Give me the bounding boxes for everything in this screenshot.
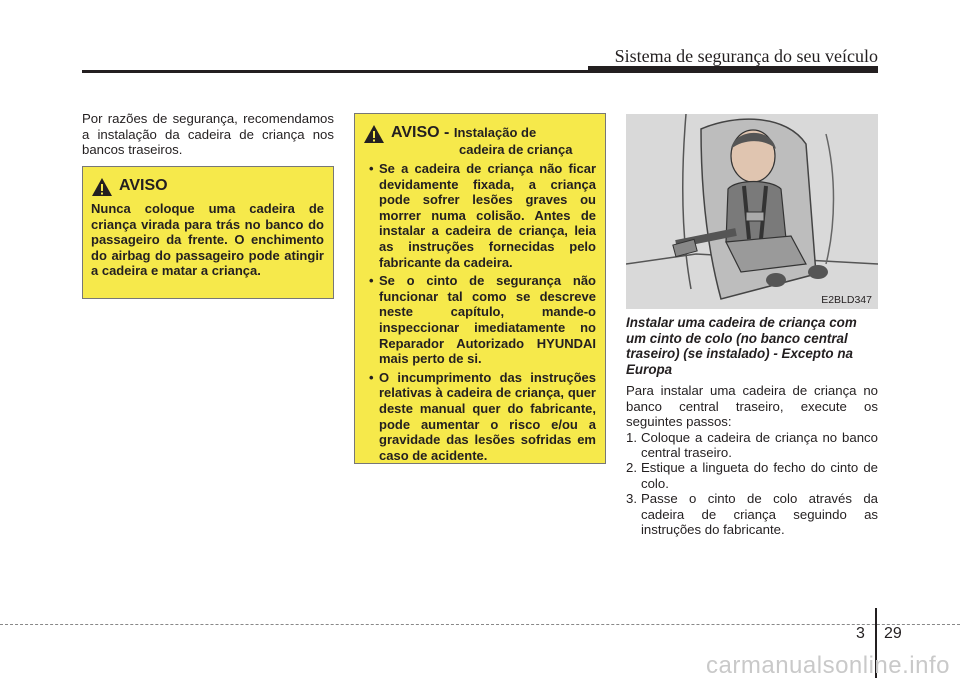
warning-text: Nunca coloque uma cadeira de criança virada para trás no banco do passageiro da frente. O enchimento do airbag do passageiro pode atingir a cadeira e matar a criança. xyxy=(91,201,324,279)
warning-box-child-seat xyxy=(354,113,606,464)
warning-triangle-icon xyxy=(363,124,385,144)
warning-title: AVISO xyxy=(119,177,168,194)
chapter-number: 3 xyxy=(856,625,865,642)
list-item: • Se a cadeira de criança não ficar devidamente fixada, a criança pode sofrer lesões graves ou morrer numa colisão. Antes de instalar a cadeira de criança, leia as instruções fornecidas pelo fabricante da cadeira. xyxy=(369,161,596,270)
steps-list xyxy=(626,430,878,538)
warning-title: AVISO - xyxy=(391,124,450,141)
list-item: 2. Estique a lingueta do fecho do cinto de colo. xyxy=(626,460,878,491)
list-item: • Se o cinto de segurança não funcionar tal como se descreve neste capítulo, mande-o inspeccionar imediatamente no Reparador Autorizado HYUNDAI mais perto de si. xyxy=(369,273,596,367)
section-caption: Instalar uma cadeira de criança com um cinto de colo (no banco central traseiro) (se instalado) - Excepto na Europa xyxy=(626,315,857,377)
child-seat-illustration xyxy=(626,114,878,309)
page-number: 29 xyxy=(884,625,902,642)
warning-subtitle-line2: cadeira de criança xyxy=(459,142,573,157)
page-header-title: Sistema de segurança do seu veículo xyxy=(614,46,878,66)
watermark: carmanualsonline.info xyxy=(706,652,950,679)
list-item: • O incumprimento das instruções relativas à cadeira de criança, quer deste manual quer do fabricante, pode aumentar o risco e/ou a gravidade das lesões sofridas em caso de acidente. xyxy=(369,369,596,463)
child-in-seat-image xyxy=(626,114,878,309)
intro-paragraph: Por razões de segurança, recomendamos a instalação da cadeira de criança nos bancos traseiros. xyxy=(82,111,334,158)
section-intro: Para instalar uma cadeira de criança no banco central traseiro, execute os seguintes passos: xyxy=(626,383,878,430)
warning-header xyxy=(363,124,596,157)
figure-code: E2BLD347 xyxy=(821,294,872,306)
warning-triangle-icon xyxy=(91,177,113,197)
warning-box xyxy=(82,166,334,299)
list-item: 1. Coloque a cadeira de criança no banco central traseiro. xyxy=(626,429,878,460)
header-rule-accent xyxy=(588,66,878,72)
section-content xyxy=(626,315,878,537)
list-item: 3. Passe o cinto de colo através da cadeira de criança seguindo as instruções do fabricante. xyxy=(626,491,878,538)
warning-header xyxy=(91,177,324,197)
footer-dashed-line xyxy=(0,624,960,625)
warning-bullet-list xyxy=(363,161,596,463)
warning-subtitle: Instalação de xyxy=(453,125,537,140)
